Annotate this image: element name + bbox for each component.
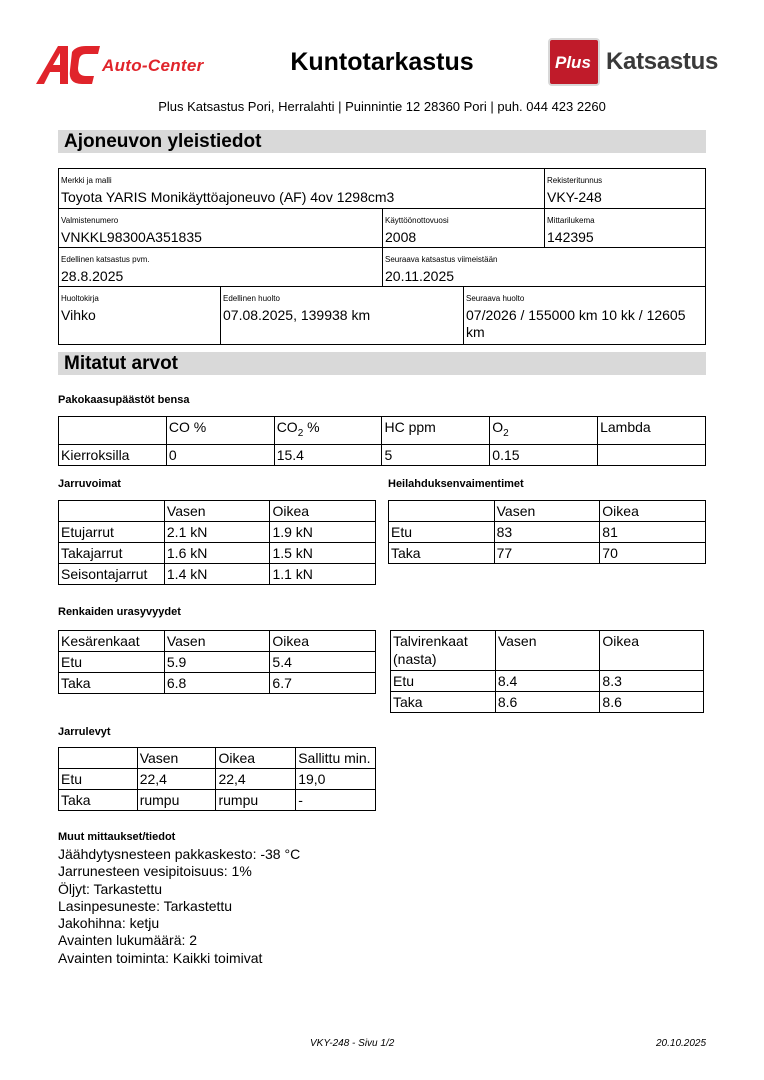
- footer-page-number: VKY-248 - Sivu 1/2: [310, 1038, 395, 1049]
- table-cell: 1.6 kN: [164, 543, 270, 564]
- table-cell: Taka: [389, 543, 495, 564]
- odometer-cell: [545, 209, 705, 247]
- table-header-cell: Oikea: [600, 631, 704, 671]
- table-cell: 22,4: [137, 769, 216, 790]
- table-cell: 81: [600, 522, 706, 543]
- vin-cell: [59, 209, 382, 247]
- plus-badge: Plus: [548, 38, 600, 86]
- section-header-general: Ajoneuvon yleistiedot: [58, 130, 706, 153]
- table-row: [59, 543, 376, 564]
- table-cell: 70: [600, 543, 706, 564]
- table-header-cell: [389, 501, 495, 522]
- emissions-row-label: Kierroksilla: [59, 444, 167, 465]
- table-row: [391, 671, 704, 692]
- table-header-cell: Oikea: [600, 501, 706, 522]
- tires-heading: Renkaiden urasyvyydet: [58, 606, 181, 618]
- table-cell: Taka: [59, 673, 165, 694]
- table-cell: 8.6: [600, 692, 704, 713]
- table-header-cell: Oikea: [216, 748, 296, 769]
- last-service-value: 07.08.2025, 139938 km: [223, 307, 371, 323]
- table-header-cell: Vasen: [164, 501, 270, 522]
- table-cell: 6.8: [164, 673, 270, 694]
- table-header-cell: Vasen: [495, 631, 600, 671]
- discs-header-row: [59, 748, 376, 769]
- table-cell: Etu: [59, 652, 165, 673]
- emissions-lambda-value: [598, 444, 706, 465]
- table-cell: rumpu: [137, 790, 216, 811]
- table-row: [59, 673, 376, 694]
- table-cell: Taka: [391, 692, 496, 713]
- registration-label: Rekisteritunnus: [547, 176, 603, 185]
- last-service-label: Edellinen huolto: [223, 294, 280, 303]
- table-cell: Taka: [59, 790, 138, 811]
- document-title: Kuntotarkastus: [290, 48, 474, 76]
- table-cell: 8.4: [495, 671, 600, 692]
- katsastus-wordmark: Katsastus: [606, 48, 719, 75]
- table-cell: 5.4: [270, 652, 376, 673]
- table-cell: Takajarrut: [59, 543, 165, 564]
- shocks-heading: Heilahduksenvaimentimet: [388, 478, 524, 490]
- table-row: [59, 522, 376, 543]
- table-cell: -: [296, 790, 376, 811]
- table-cell: 6.7: [270, 673, 376, 694]
- table-cell: Etu: [391, 671, 496, 692]
- list-item: Lasinpesuneste: Tarkastettu: [58, 897, 233, 914]
- footer-date: 20.10.2025: [656, 1038, 707, 1049]
- table-cell: Etujarrut: [59, 522, 165, 543]
- table-cell: 1.5 kN: [270, 543, 376, 564]
- table-cell: Seisontajarrut: [59, 564, 165, 585]
- table-header-cell: Vasen: [137, 748, 216, 769]
- emissions-hc-value: 5: [382, 444, 490, 465]
- table-cell: rumpu: [216, 790, 296, 811]
- table-row: [391, 692, 704, 713]
- auto-center-logo: [36, 44, 226, 86]
- emissions-header-co2: $CO_2$ %: [274, 417, 382, 445]
- vin-label: Valmistenumero: [61, 216, 119, 225]
- table-cell: 8.6: [495, 692, 600, 713]
- odometer-label: Mittarilukema: [547, 216, 595, 225]
- list-item: Öljyt: Tarkastettu: [58, 880, 163, 897]
- table-cell: Etu: [389, 522, 495, 543]
- other-measurements-list: [58, 846, 300, 967]
- table-header-cell: Vasen: [494, 501, 600, 522]
- table-cell: 1.4 kN: [164, 564, 270, 585]
- ac-logo-mark-icon: [36, 46, 100, 84]
- emissions-header-row: [59, 417, 706, 445]
- table-row: [59, 652, 376, 673]
- table-cell: 1.1 kN: [270, 564, 376, 585]
- make-model-label: Merkki ja malli: [61, 176, 112, 185]
- summer-tires-table: [58, 630, 376, 694]
- table-header-cell: Sallittu min.: [296, 748, 376, 769]
- table-header-cell: Vasen: [164, 631, 270, 652]
- table-cell: 5.9: [164, 652, 270, 673]
- vin-value: VNKKL98300A351835: [61, 229, 202, 245]
- first-use-value: 2008: [385, 229, 417, 245]
- table-cell: 2.1 kN: [164, 522, 270, 543]
- discs-heading: Jarrulevyt: [58, 726, 111, 738]
- list-item: Jäähdytysnesteen pakkaskesto: -38 °C: [58, 846, 301, 862]
- summer-tires-header-row: [59, 631, 376, 652]
- make-model-value: Toyota YARIS Monikäyttöajoneuvo (AF) 4ov 1298cm3: [61, 189, 395, 205]
- list-item: Jarrunesteen vesipitoisuus: 1%: [58, 863, 252, 880]
- list-item: Avainten toiminta: Kaikki toimivat: [58, 949, 263, 966]
- last-service-cell: [221, 287, 463, 345]
- odometer-value: 142395: [547, 229, 594, 245]
- service-book-value: Vihko: [61, 307, 96, 323]
- table-cell: Etu: [59, 769, 138, 790]
- emissions-header-hc: HC ppm: [382, 417, 490, 445]
- vehicle-info-grid: [58, 168, 706, 345]
- emissions-co2-value: 15.4: [274, 444, 382, 465]
- emissions-header-o2: $O_2$: [490, 417, 598, 445]
- plus-katsastus-logo: [548, 38, 734, 88]
- other-heading: Muut mittaukset/tiedot: [58, 831, 176, 843]
- table-cell: 22,4: [216, 769, 296, 790]
- table-cell: 83: [494, 522, 600, 543]
- emissions-co-value: 0: [166, 444, 274, 465]
- table-header-cell: Talvirenkaat (nasta): [391, 631, 496, 671]
- service-book-label: Huoltokirja: [61, 294, 99, 303]
- emissions-table: [58, 416, 706, 466]
- table-header-cell: [59, 501, 165, 522]
- address-line: Plus Katsastus Pori, Herralahti | Puinnintie 12 28360 Pori | puh. 044 423 2260: [158, 99, 606, 114]
- section-header-measured: Mitatut arvot: [58, 352, 706, 375]
- first-use-cell: [383, 209, 544, 247]
- emissions-header-co: CO %: [166, 417, 274, 445]
- shocks-header-row: [389, 501, 706, 522]
- emissions-header-lambda: Lambda: [598, 417, 706, 445]
- brakes-table: [58, 500, 376, 585]
- brakes-header-row: [59, 501, 376, 522]
- winter-tires-table: [390, 630, 704, 713]
- table-header-cell: [59, 748, 138, 769]
- table-row: [389, 543, 706, 564]
- table-row: [59, 769, 376, 790]
- table-row: [59, 790, 376, 811]
- table-cell: 19,0: [296, 769, 376, 790]
- next-service-label: Seuraava huolto: [466, 294, 525, 303]
- first-use-label: Käyttöönottovuosi: [385, 216, 449, 225]
- next-inspection-cell: [383, 248, 705, 286]
- next-service-value: 07/2026 / 155000 km 10 kk / 12605 km: [466, 307, 686, 340]
- brake-discs-table: [58, 747, 376, 811]
- auto-center-wordmark: Auto-Center: [102, 56, 204, 75]
- make-model-cell: [59, 169, 544, 208]
- brakes-heading: Jarruvoimat: [58, 478, 121, 490]
- registration-cell: [545, 169, 705, 208]
- table-cell: 8.3: [600, 671, 704, 692]
- next-service-cell: [464, 287, 705, 345]
- shocks-table: [388, 500, 706, 564]
- next-inspection-value: 20.11.2025: [385, 268, 455, 284]
- table-header-cell: Oikea: [270, 501, 376, 522]
- list-item: Jakohihna: ketju: [58, 915, 160, 932]
- registration-value: VKY-248: [547, 189, 602, 205]
- table-cell: 1.9 kN: [270, 522, 376, 543]
- table-header-cell: Kesärenkaat: [59, 631, 165, 652]
- last-inspection-label: Edellinen katsastus pvm.: [61, 255, 150, 264]
- winter-tires-header-row: [391, 631, 704, 671]
- last-inspection-value: 28.8.2025: [61, 268, 124, 284]
- service-book-cell: [59, 287, 220, 345]
- table-header-cell: Oikea: [270, 631, 376, 652]
- last-inspection-cell: [59, 248, 382, 286]
- table-row: [389, 522, 706, 543]
- emissions-corner-cell: [59, 417, 167, 445]
- table-cell: 77: [494, 543, 600, 564]
- emissions-heading: Pakokaasupäästöt bensa: [58, 394, 190, 406]
- table-row: [59, 444, 706, 465]
- table-row: [59, 564, 376, 585]
- next-inspection-label: Seuraava katsastus viimeistään: [385, 255, 498, 264]
- list-item: Avainten lukumäärä: 2: [58, 932, 198, 949]
- emissions-o2-value: 0.15: [490, 444, 598, 465]
